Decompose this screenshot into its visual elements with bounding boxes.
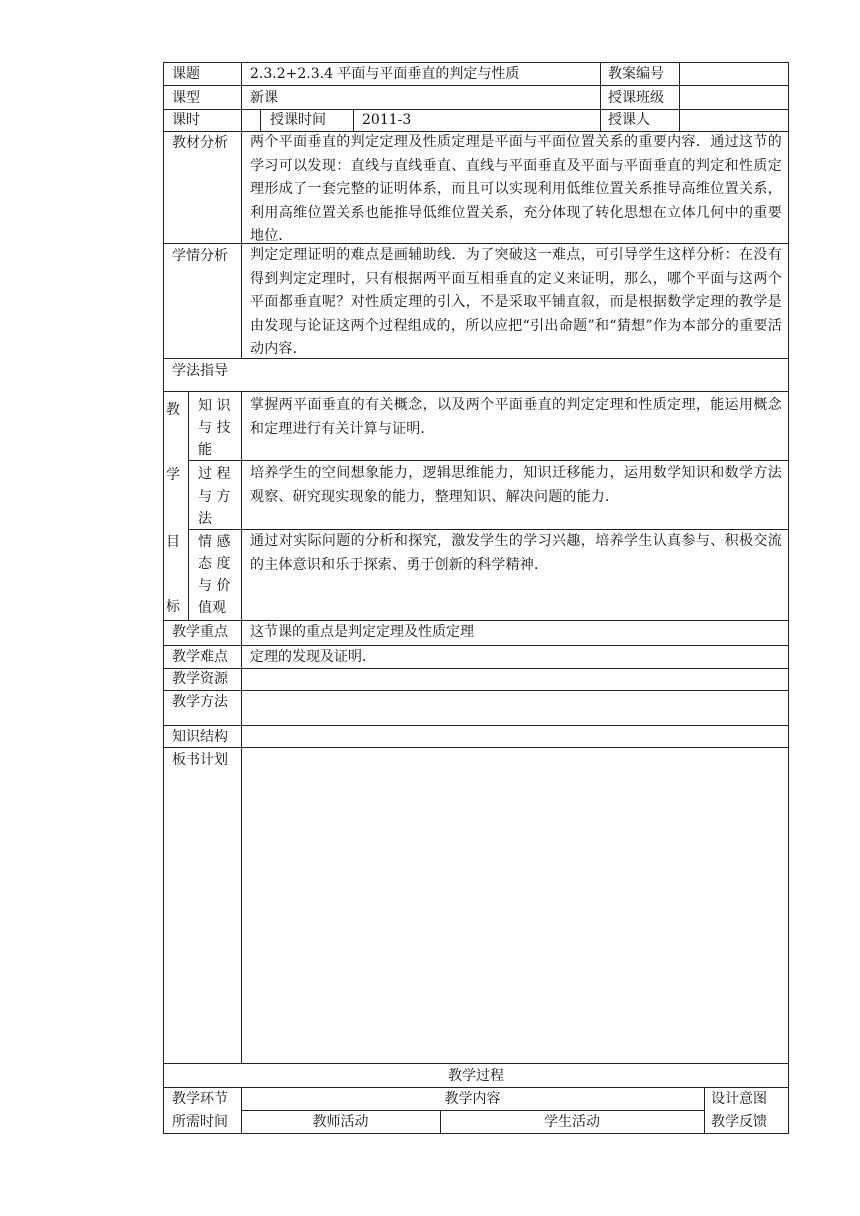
knowledge-skills-label: 能 xyxy=(198,442,212,458)
process-methods-text: 培养学生的空间想象能力，逻辑思维能力，知识迁移能力，运用数学知识和数学方法观察、研究现实现象的能力，整理知识、解决问题的能力． xyxy=(250,465,782,505)
resources-label: 教学资源 xyxy=(172,671,228,687)
teaching-time-label: 授课时间 xyxy=(270,112,326,128)
time-needed-label: 所需时间 xyxy=(172,1114,228,1130)
col-divider xyxy=(241,62,242,131)
lesson-type-label: 课型 xyxy=(172,90,200,106)
emotion-values-label: 值观 xyxy=(198,600,226,616)
teacher-activity-label: 教师活动 xyxy=(312,1114,369,1130)
row-divider xyxy=(163,391,789,392)
col-divider xyxy=(241,620,242,1063)
row-divider xyxy=(163,668,789,669)
board-plan-label: 板书计划 xyxy=(172,752,228,768)
row-divider xyxy=(163,690,789,691)
key-point-label: 教学重点 xyxy=(172,624,228,640)
row-divider xyxy=(163,620,789,621)
material-analysis-text: 两个平面垂直的判定定理及性质定理是平面与平面位置关系的重要内容．通过这节的学习可以发现：直线与直线垂直、直线与平面垂直及平面与平面垂直的判定和性质定理形成了一套完整的证明体系，而且可以实现利用低维位置关系推导高维位置关系，利用高维位置关系也能推导低维位置关系，充分体现了转化思想在立体几何中的重要地位． xyxy=(250,134,782,244)
objectives-label-char: 学 xyxy=(166,467,180,483)
teaching-feedback-label: 教学反馈 xyxy=(711,1114,767,1130)
emotion-values-label: 与 价 xyxy=(198,578,231,594)
material-analysis-label: 教材分析 xyxy=(172,135,228,151)
row-divider xyxy=(163,725,789,726)
col-divider xyxy=(241,391,242,620)
row-divider xyxy=(163,85,789,86)
method-guide-label: 学法指导 xyxy=(172,363,228,379)
emotion-values-label: 情 感 xyxy=(198,534,231,550)
row-divider xyxy=(163,109,789,110)
difficulty-label: 教学难点 xyxy=(172,649,228,665)
student-analysis-text: 判定定理证明的难点是画辅助线．为了突破这一难点，可引导学生这样分析：在没有得到判定定理时，只有根据两平面互相垂直的定义来证明，那么，哪个平面与这两个平面都垂直呢？对性质定理的引入，不是采取平铺直叙，而是根据数学定理的教学是由发现与论证这两个过程组成的，所以应把“引出命题”和“猜想”作为本部分的重要活动内容． xyxy=(250,247,782,357)
row-divider xyxy=(163,747,789,748)
objectives-label-char: 标 xyxy=(166,599,180,615)
objectives-label-char: 教 xyxy=(166,402,180,418)
teaching-process-title: 教学过程 xyxy=(448,1068,504,1084)
knowledge-skills-label: 与 技 xyxy=(198,420,231,436)
emotion-values-text: 通过对实际问题的分析和探究，激发学生的学习兴趣，培养学生认真参与、积极交流的主体意识和乐于探索、勇于创新的科学精神． xyxy=(250,533,782,573)
col-divider xyxy=(600,62,601,131)
teaching-method-label: 教学方法 xyxy=(172,694,228,710)
row-divider xyxy=(241,1110,704,1111)
difficulty-text: 定理的发现及证明． xyxy=(250,649,376,665)
topic-value: 2.3.2+2.3.4 平面与平面垂直的判定与性质 xyxy=(250,66,520,82)
col-divider xyxy=(241,131,242,358)
emotion-values-label: 态 度 xyxy=(198,556,231,572)
row-divider xyxy=(163,1063,789,1064)
student-activity-label: 学生活动 xyxy=(544,1114,600,1130)
student-analysis-label: 学情分析 xyxy=(172,248,228,264)
knowledge-skills-text: 掌握两平面垂直的有关概念，以及两个平面垂直的判定定理和性质定理，能运用概念和定理进行有关计算与证明． xyxy=(250,397,782,437)
plan-number-label: 教案编号 xyxy=(608,66,664,82)
teaching-time-value: 2011-3 xyxy=(362,112,412,128)
row-divider xyxy=(188,460,789,461)
lesson-type-value: 新课 xyxy=(250,90,278,106)
teaching-content-label: 教学内容 xyxy=(444,1091,501,1107)
col-divider xyxy=(260,109,261,131)
topic-label: 课题 xyxy=(172,66,200,82)
objectives-label-char: 目 xyxy=(166,534,180,550)
process-methods-label: 法 xyxy=(198,511,212,527)
col-divider xyxy=(704,1087,705,1134)
stage-label: 教学环节 xyxy=(172,1091,228,1107)
key-point-text: 这节课的重点是判定定理及性质定理 xyxy=(250,624,474,640)
knowledge-skills-label: 知 识 xyxy=(198,398,231,414)
hours-label: 课时 xyxy=(172,112,200,128)
row-divider xyxy=(163,645,789,646)
class-label: 授课班级 xyxy=(608,90,664,106)
col-divider xyxy=(353,109,354,131)
col-divider xyxy=(679,62,680,131)
row-divider xyxy=(163,1087,789,1088)
process-methods-label: 过 程 xyxy=(198,466,231,482)
knowledge-structure-label: 知识结构 xyxy=(172,729,228,745)
design-intent-label: 设计意图 xyxy=(711,1091,767,1107)
col-divider xyxy=(188,391,189,620)
teacher-label: 授课人 xyxy=(608,112,650,128)
process-methods-label: 与 方 xyxy=(198,489,231,505)
